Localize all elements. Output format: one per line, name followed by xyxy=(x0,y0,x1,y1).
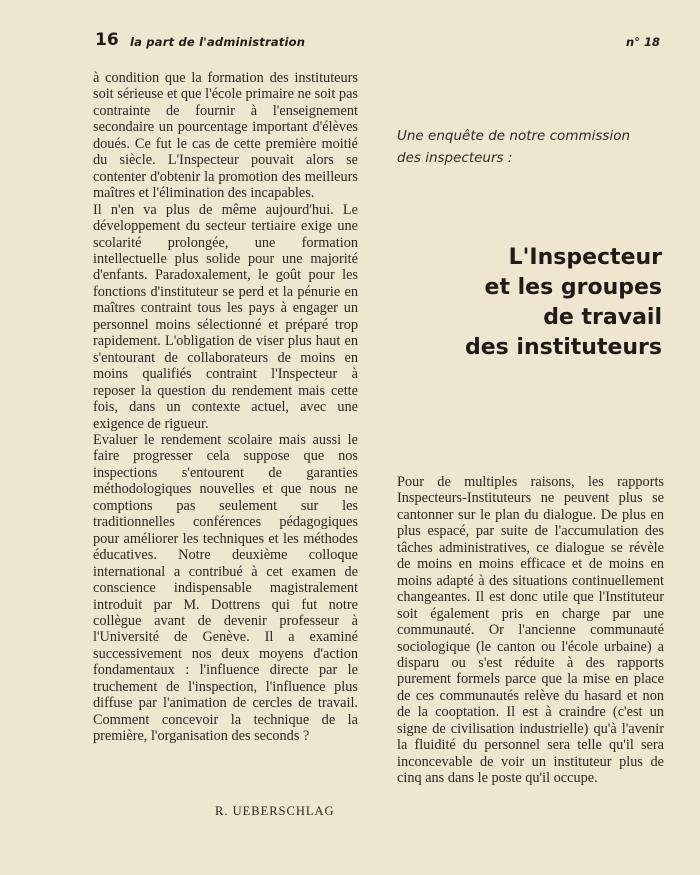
paragraph: Evaluer le rendement scolaire mais aussi le faire progresser cela suppose que nos inspections s'entourent de garanties méthodologiques nouvelles et que nous ne comptions pas seulement sur les traditionnelles conférences pédagogiques pour améliorer les techniques et les méthodes éducatives. Notre deuxième colloque international a contribué à cet examen de conscience indispensable magistralement introduit par M. Dottrens qui fut notre collègue avant de devenir professeur à l'Université de Genève. Il a examiné successivement nos deux moyens d'action fondamentaux : l'influence directe par le truchement de l'inspection, l'influence plus diffuse par l'animation de cercles de travail. Comment concevoir la technique de la première, l'organisation des seconds ? xyxy=(93,431,358,745)
headline-line: de travail xyxy=(543,305,662,330)
paragraph: à condition que la formation des instituteurs soit sérieuse et que l'école primaire ne soit pas contrainte de fournir à l'enseignement secondaire un pourcentage important d'élèves doués. Ce fut le cas de cette première moitié du siècle. L'Inspecteur pouvait alors se contenter d'obtenir la promotion des meilleurs maîtres et l'élimination des incapables. xyxy=(93,70,358,202)
page-number: 16 xyxy=(95,30,119,50)
headline-line: L'Inspecteur xyxy=(508,245,662,270)
headline-line: et les groupes xyxy=(484,275,662,300)
running-title: la part de l'administration xyxy=(130,35,306,49)
paragraph: Pour de multiples raisons, les rapports Inspecteurs-Instituteurs ne peuvent plus se cantonner sur le plan du dialogue. De plus en plus espacé, par suite de l'accumulation des tâches administratives, ce dialogue se révèle de moins en moins efficace et de moins en moins adapté à des situations continuellement changeantes. Il est donc utile que l'Instituteur soit également pris en charge par une communauté. Or l'ancienne communauté sociologique (le canton ou l'école urbaine) a disparu ou s'est réduite à des rapports purement formels parce que la mise en place de ces communautés relève du hasard et non de la cooptation. Il est à craindre (c'est un signe de civilisation industrielle) qu'à l'avenir la fluidité du personnel sera telle qu'il sera inconcevable de voir un instituteur plus de cinq ans dans le poste qu'il occupe. xyxy=(397,474,664,787)
author-signature: R. UEBERSCHLAG xyxy=(215,804,335,818)
paragraph: Il n'en va plus de même aujourd'hui. Le développement du secteur tertiaire exige une scolarité prolongée, une formation intellectuelle plus solide pour une majorité d'enfants. Paradoxalement, le goût pour les fonctions d'instituteur se perd et la pénurie en maîtres contraint tous les pays à engager un personnel moins sélectionné et préparé trop rapidement. L'obligation de viser plus haut en s'entourant de collaborateurs de moins en moins qualifiés contraint l'Inspecteur à reposer la question du rendement mais cette fois, dans un contexte actuel, avec une exigence de rigueur. xyxy=(93,201,358,432)
page-header xyxy=(0,0,700,60)
issue-number: n° 18 xyxy=(626,35,660,49)
article-kicker xyxy=(397,126,677,169)
article-headline xyxy=(362,243,662,363)
kicker-line: Une enquête de notre commission xyxy=(397,128,631,144)
right-column-text xyxy=(397,474,664,787)
headline-line: des instituteurs xyxy=(464,335,662,360)
kicker-line: des inspecteurs : xyxy=(397,149,513,166)
left-column-text xyxy=(93,70,358,745)
